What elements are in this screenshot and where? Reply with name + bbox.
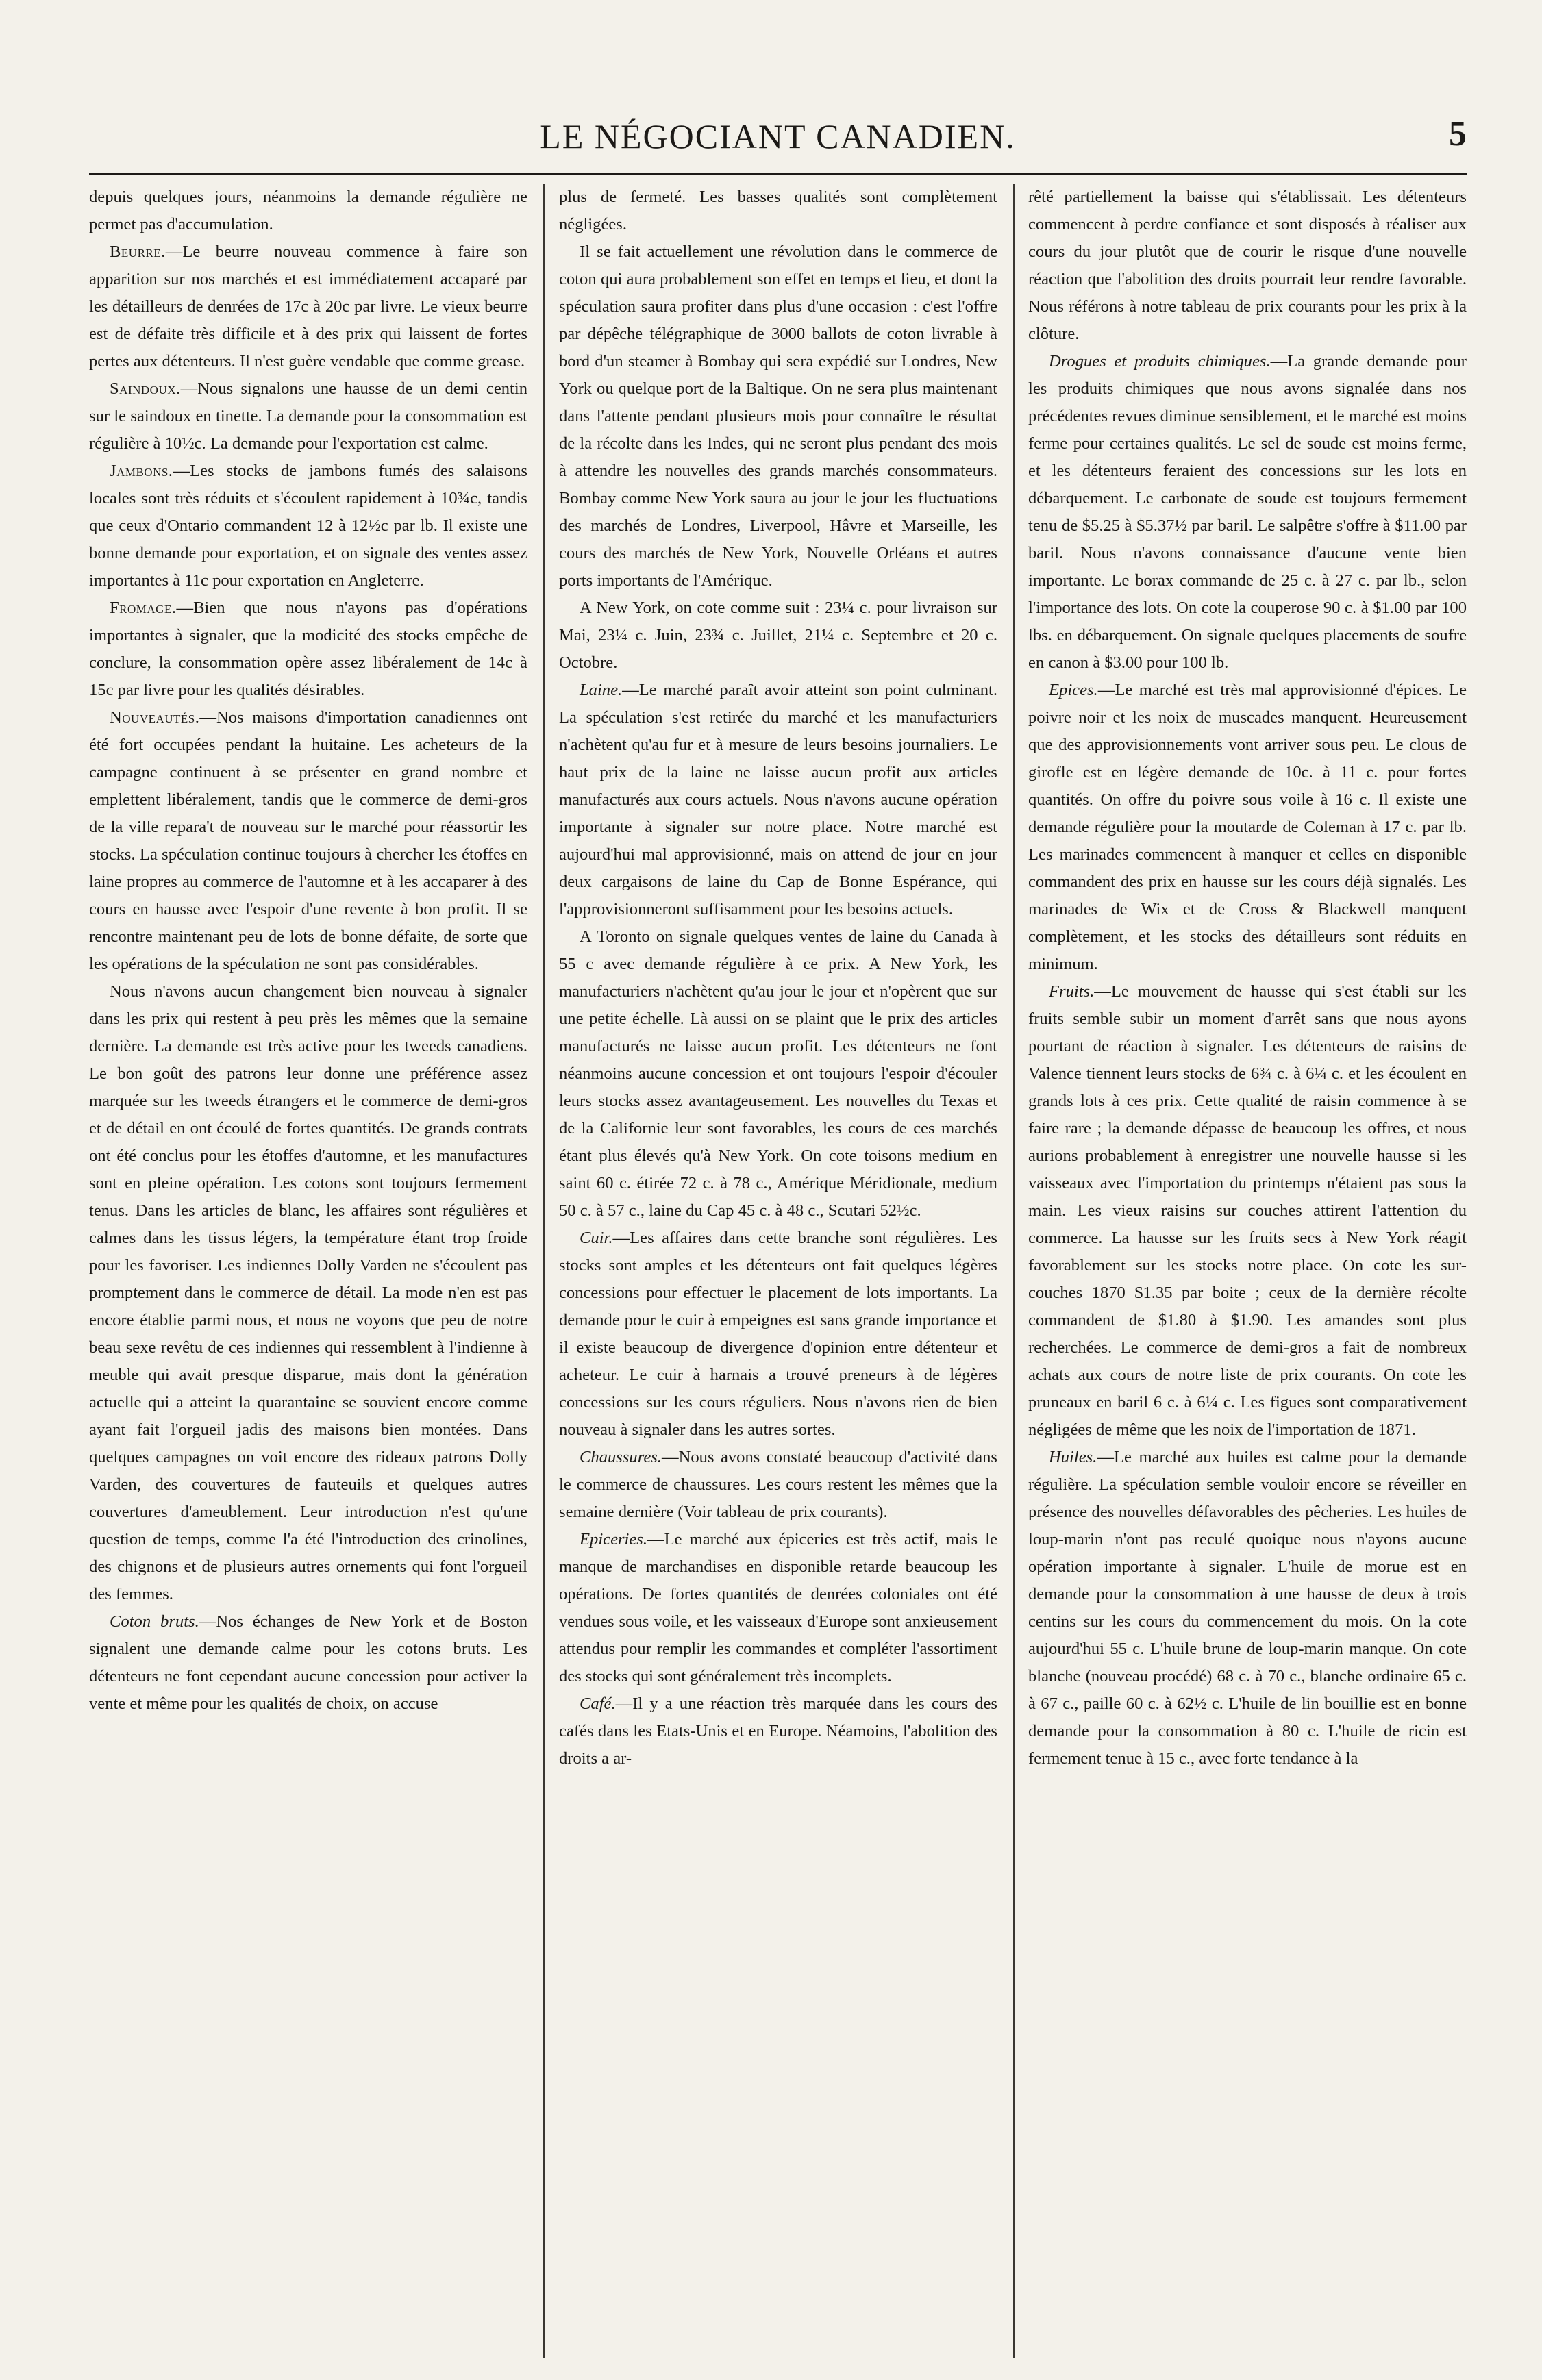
paragraph	[559, 238, 997, 594]
paragraph-text: rêté partiellement la baisse qui s'établissait. Les détenteurs commencent à perdre confiance et sont disposés à réaliser aux cours du jour plutôt que de courir le risque d'une nouvelle réaction que l'abolition des droits pourrait leur rendre favorable. Nous référons à notre tableau de prix courants pour les prix à la clôture.	[1028, 188, 1467, 343]
paragraph-text: —Bien que nous n'ayons pas d'opérations importantes à signaler, que la modicité des stocks empêche de conclure, la consommation opère assez libéralement de 14c à 15c par livre pour les qualités désirables.	[89, 599, 527, 699]
masthead-title: LE NÉGOCIANT CANADIEN.	[540, 117, 1016, 155]
paragraph-text: Nous n'avons aucun changement bien nouveau à signaler dans les prix qui restent à peu près les mêmes que la semaine dernière. La demande est très active pour les tweeds canadiens. Le bon goût des patrons leur donne une préférence assez marquée sur les tweeds étrangers et le commerce de demi-gros et de détail en ont écoulé de fortes quantités. De grands contrats ont été conclus pour les étoffes d'automne, et les manufactures sont en pleine opération. Les cotons sont toujours fermement tenus. Dans les articles de blanc, les affaires sont régulières et calmes dans les tissus légers, la température étant trop froide pour les favoriser. Les indiennes Dolly Varden ne s'écoulent pas promptement dans le commerce de détail. La mode n'en est pas encore établie parmi nous, et nous ne voyons que peu de notre beau sexe revêtu de ces indiennes qui ressemblent à l'indienne à meuble qui avait presque disparue, mais dont la génération actuelle qui a atteint la quarantaine se souvient encore comme ayant fait l'orgueil jadis des maisons bien montées. Dans quelques campagnes on voit encore des rideaux patrons Dolly Varden, des couvertures de fauteuils et quelques autres couvertures d'ameublement. Leur introduction n'est qu'une question de temps, comme l'a été l'introduction des crinolines, des chignons et de plusieurs autres ornements qui font l'orgueil des femmes.	[89, 982, 527, 1603]
paragraph-text: —Nous signalons une hausse de un demi centin sur le saindoux en tinette. La demande pour la consommation est régulière à 10½c. La demande pour l'exportation est calme.	[89, 379, 527, 453]
paragraph-text: plus de fermeté. Les basses qualités sont complètement négligées.	[559, 188, 997, 234]
column-3	[1028, 184, 1467, 2358]
section-heading: Saindoux.	[110, 379, 181, 398]
paragraph	[1028, 348, 1467, 677]
paragraph-text: —Le marché paraît avoir atteint son point culminant. La spéculation s'est retirée du marché et les manufacturiers n'achètent qu'au fur et à mesure de leurs besoins journaliers. Le haut prix de la laine ne laisse aucun profit aux articles manufacturés aux cours actuels. Nous n'avons aucune opération importante à signaler sur notre place. Notre marché est aujourd'hui mal approvisionné, mais on attend de jour en jour deux cargaisons de laine du Cap de Bonne Espérance, qui l'approvisionneront suffisamment pour les besoins actuels.	[559, 681, 997, 918]
paragraph-text: —Le beurre nouveau commence à faire son apparition sur nos marchés et est immédiatement accaparé par les détailleurs de denrées de 17c à 20c par livre. Le vieux beurre est de défaite très difficile et à des prix qui laissent de fortes pertes aux détenteurs. Il n'est guère vendable que comme grease.	[89, 242, 527, 371]
paragraph	[559, 1444, 997, 1526]
section-heading: Chaussures.	[580, 1448, 662, 1466]
article-columns	[89, 184, 1467, 2358]
paragraph-text: —Nos maisons d'importation canadiennes ont été fort occupées pendant la huitaine. Les acheteurs de la campagne continuent à se présenter en grand nombre et emplettent libéralement, tandis que le commerce de demi-gros de la ville repara't de nouveau sur le marché pour réassortir les stocks. La spéculation continue toujours à chercher les étoffes en laine propres au commerce de l'automne et à les accaparer à des cours en hausse avec l'espoir d'une revente à bon profit. Il se rencontre maintenant peu de lots de bonne défaite, de sorte que les opérations de la spéculation ne sont pas considérables.	[89, 708, 527, 973]
section-heading: Epices.	[1049, 681, 1098, 699]
paragraph	[89, 1608, 527, 1718]
paragraph	[1028, 978, 1467, 1444]
column-divider	[1013, 184, 1015, 2358]
paragraph	[89, 978, 527, 1608]
paragraph	[89, 458, 527, 594]
paragraph-text: —Nous avons constaté beaucoup d'activité dans le commerce de chaussures. Les cours restent les mêmes que la semaine dernière (Voir tableau de prix courants).	[559, 1448, 997, 1521]
paragraph	[559, 677, 997, 923]
paragraph-text: A New York, on cote comme suit : 23¼ c. pour livraison sur Mai, 23¼ c. Juin, 23¾ c. Juillet, 21¼ c. Septembre et 20 c. Octobre.	[559, 599, 997, 672]
section-heading: Beurre.	[110, 242, 166, 261]
paragraph	[89, 375, 527, 458]
paragraph	[559, 923, 997, 1225]
paragraph-text: Il se fait actuellement une révolution dans le commerce de coton qui aura probablement son effet en temps et lieu, et dont la spéculation saura profiter dans plus d'une occasion : c'est l'offre par dépêche télégraphique de 3000 ballots de coton livrable à bord d'un steamer à Bombay qui sera expédié sur Londres, New York ou quelque port de la Baltique. On ne sera plus maintenant dans l'attente pendant plusieurs mois pour connaître le résultat de la récolte dans les Indes, qui ne seront plus pendant des mois à attendre les nouvelles des grands marchés consommateurs. Bombay comme New York saura au jour le jour les fluctuations des marchés de Londres, Liverpool, Hâvre et Marseille, les cours des marchés de New York, Nouvelle Orléans et autres ports importants de l'Amérique.	[559, 242, 997, 590]
paragraph-text: —Nos échanges de New York et de Boston signalent une demande calme pour les cotons bruts. Les détenteurs ne font cependant aucune concession pour activer la vente et même pour les qualités de choix, on accuse	[89, 1612, 527, 1713]
paragraph	[559, 184, 997, 238]
paragraph	[559, 1526, 997, 1690]
paragraph	[89, 238, 527, 375]
paragraph-text: —Le marché est très mal approvisionné d'épices. Le poivre noir et les noix de muscades manquent. Heureusement que des approvisionnements vont arriver sous peu. Le clous de girofle est en légère demande de 10c. à 11 c. pour fortes quantités. On offre du poivre sous voile à 16 c. Il existe une demande régulière pour la moutarde de Coleman à 17 c. par lb. Les marinades commencent à manquer et celles en disponible commandent des prix en hausse sur les cours déjà signalés. Les marinades de Wix et de Cross & Blackwell manquent complètement, et les stocks des détailleurs sont réduits en minimum.	[1028, 681, 1467, 973]
paragraph-text: —Les stocks de jambons fumés des salaisons locales sont très réduits et s'écoulent rapidement à 10¾c, tandis que ceux d'Ontario commandent 12 à 12½c par lb. Il existe une bonne demande pour exportation, et on signale des ventes assez importantes à 11c pour exportation en Angleterre.	[89, 462, 527, 590]
paragraph-text: —Il y a une réaction très marquée dans les cours des cafés dans les Etats-Unis et en Europe. Néamoins, l'abolition des droits a ar-	[559, 1694, 997, 1768]
paragraph-text: depuis quelques jours, néanmoins la demande régulière ne permet pas d'accumulation.	[89, 188, 527, 234]
section-heading: Cuir.	[580, 1229, 613, 1247]
header-rule	[89, 173, 1467, 175]
paragraph-text: —Le marché aux épiceries est très actif, mais le manque de marchandises en disponible retarde beaucoup les opérations. De fortes quantités de denrées coloniales ont été vendues sous voile, et les vaisseaux d'Europe sont anxieusement attendus pour remplir les commandes et compléter l'assortiment des stocks qui sont généralement très incomplets.	[559, 1530, 997, 1686]
section-heading: Café.	[580, 1694, 616, 1713]
paragraph-text: —Les affaires dans cette branche sont régulières. Les stocks sont amples et les détenteurs ont fait quelques légères concessions pour effectuer le placement de lots importants. La demande pour le cuir à empeignes est sans grande importance et il existe beaucoup de divergence d'opinion entre détenteur et acheteur. Le cuir à harnais a trouvé preneurs à de légères concessions sur les cours réguliers. Nous n'avons rien de bien nouveau à signaler dans les autres sortes.	[559, 1229, 997, 1439]
paragraph-text: —La grande demande pour les produits chimiques que nous avons signalée dans nos précédentes revues diminue sensiblement, et le marché est moins ferme pour certaines qualités. Le sel de soude est moins ferme, et les détenteurs feraient des concessions sur les lots en débarquement. Le carbonate de soude est toujours fermement tenu de $5.25 à $5.37½ par baril. Le salpêtre s'offre à $11.00 par baril. Nous n'avons connaissance d'aucune vente bien importante. Le borax commande de 25 c. à 27 c. par lb., selon l'importance des lots. On cote la couperose 90 c. à $1.00 par 100 lbs. en débarquement. On signale quelques placements de soufre en canon à $3.00 pour 100 lb.	[1028, 352, 1467, 672]
section-heading: Fromage.	[110, 599, 177, 617]
section-heading: Epiceries.	[580, 1530, 648, 1549]
page-header	[89, 110, 1467, 164]
section-heading: Drogues et produits chimiques.	[1049, 352, 1271, 371]
paragraph	[1028, 677, 1467, 978]
paragraph	[89, 594, 527, 704]
paragraph	[89, 704, 527, 978]
paragraph-text: A Toronto on signale quelques ventes de laine du Canada à 55 c avec demande régulière à ce prix. A New York, les manufacturiers n'achètent qu'au jour le jour et n'opèrent que sur une petite échelle. Là aussi on se plaint que le prix des articles manufacturés ne laisse aucun profit. Les détenteurs ne font néanmoins aucune concession et ont toujours l'espoir d'écouler leurs stocks assez avantageusement. Les nouvelles du Texas et de la Californie leur sont favorables, les cours de ces marchés étant plus élevés qu'à New York. On cote toisons medium en saint 60 c. étirée 72 c. à 78 c., Amérique Méridionale, medium 50 c. à 57 c., laine du Cap 45 c. à 48 c., Scutari 52½c.	[559, 927, 997, 1220]
section-heading: Huiles.	[1049, 1448, 1097, 1466]
column-1	[89, 184, 527, 2358]
paragraph-text: —Le mouvement de hausse qui s'est établi sur les fruits semble subir un moment d'arrêt sans que nous ayons pourtant de réaction à signaler. Les détenteurs de raisins de Valence tiennent leurs stocks de 6¾ c. à 6¼ c. et les écoulent en grands lots à ces prix. Cette qualité de raisin commence à se faire rare ; la demande dépasse de beaucoup les offres, et nous aurions probablement à enregistrer une nouvelle hausse si les vaisseaux avec l'importation du printemps n'étaient pas sous la main. Les vieux raisins sur couches attirent l'attention du commerce. La hausse sur les fruits secs à New York réagit favorablement sur les stocks notre place. On cote les sur-couches 1870 $1.35 par boite ; ceux de la dernière récolte commandent de $1.80 à $1.90. Les amandes sont plus recherchées. Le commerce de demi-gros a fait de nombreux achats aux cours de notre liste de prix courants. On cote les pruneaux en baril 6 c. à 6¼ c. Les figues sont comparativement négligées de même que les noix de l'importation de 1871.	[1028, 982, 1467, 1439]
paragraph	[559, 594, 997, 677]
paragraph	[1028, 1444, 1467, 1773]
paragraph	[559, 1690, 997, 1773]
section-heading: Laine.	[580, 681, 623, 699]
paragraph	[1028, 184, 1467, 348]
section-heading: Nouveautés.	[110, 708, 200, 727]
paragraph	[89, 184, 527, 238]
page-number: 5	[1449, 114, 1467, 153]
section-heading: Fruits.	[1049, 982, 1095, 1001]
section-heading: Coton bruts.	[110, 1612, 199, 1631]
paragraph-text: —Le marché aux huiles est calme pour la demande régulière. La spéculation semble vouloir encore se réveiller en présence des nouvelles défavorables des pêcheries. Les huiles de loup-marin n'ont pas reculé quoique nous n'ayons aucune opération importante à signaler. L'huile de morue est en demande pour la consommation à une hausse de deux à trois centins sur les cours du commencement du mois. On la cote aujourd'hui 55 c. L'huile brune de loup-marin manque. On cote blanche (nouveau procédé) 68 c. à 70 c., blanche ordinaire 65 c. à 67 c., paille 60 c. à 62½ c. L'huile de lin bouillie est en bonne demande pour la consommation à 80 c. L'huile de ricin est fermement tenue à 15 c., avec forte tendance à la	[1028, 1448, 1467, 1768]
column-2	[559, 184, 997, 2358]
column-divider	[543, 184, 545, 2358]
paragraph	[559, 1225, 997, 1444]
section-heading: Jambons.	[110, 462, 173, 480]
